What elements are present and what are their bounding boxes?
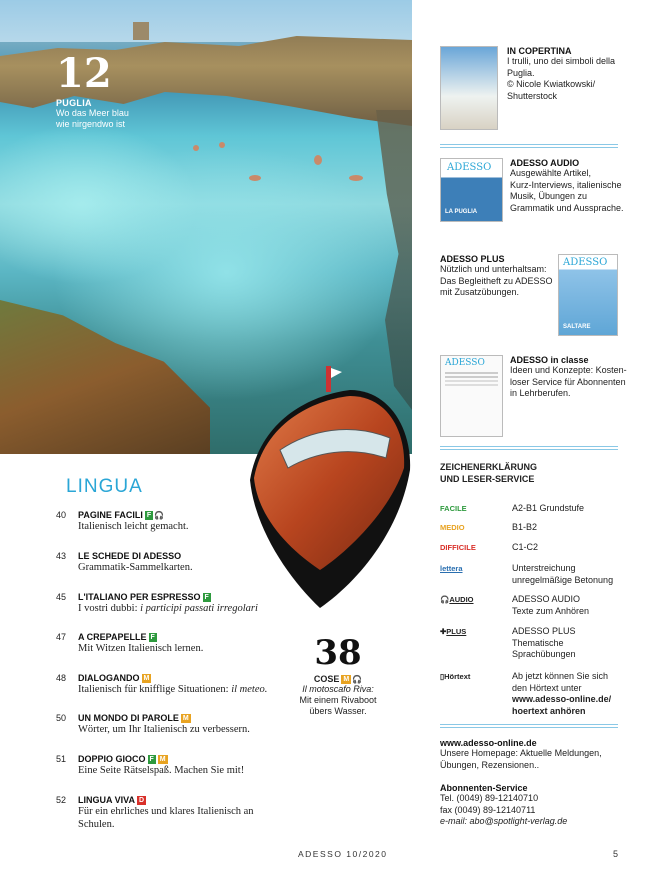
toc-title: LINGUA VIVA [78, 795, 136, 805]
toc-page: 47 [56, 632, 67, 642]
toc-title: LE SCHEDE DI ADESSO [78, 551, 182, 561]
toc-desc: Italienisch leicht gemacht. [78, 521, 189, 532]
level-flag-medio: M [143, 675, 150, 682]
divider [440, 144, 618, 148]
toc-desc: Grammatik-Sammelkarten. [78, 562, 193, 573]
hoertext-key [440, 671, 470, 683]
hoertext-link-end[interactable]: hoertext anhören [512, 705, 586, 716]
homepage-line: Unsere Homepage: Aktuelle Meldungen, [440, 748, 602, 758]
toc-title: UN MONDO DI PAROLE [78, 713, 179, 723]
toc-title: A CREPAPELLE [78, 632, 147, 642]
adesso-classe-line: Ideen und Konzepte: Kosten- [510, 365, 627, 375]
headphones-icon: 🎧 [440, 595, 450, 604]
legend-value: Unterstreichung [512, 563, 576, 573]
level-flag-facile: F [149, 756, 154, 763]
fax-number: fax (0049) 89-12140711 [440, 804, 536, 815]
legend-value: Sprachübungen [512, 649, 576, 659]
headphones-icon: 🎧 [352, 675, 363, 684]
legend-value: C1-C2 [512, 542, 539, 552]
level-flag-facile: F [146, 512, 152, 519]
toc-desc-italic: i participi passati irregolari [140, 603, 258, 614]
adesso-plus-line: Nützlich und unterhaltsam: [440, 264, 547, 274]
toc-title: L'ITALIANO PER ESPRESSO [78, 592, 201, 602]
adesso-classe-line: in Lehrberufen. [510, 388, 571, 398]
toc-desc-text: Italienisch für knifflige Situationen: [78, 684, 232, 695]
homepage-link[interactable]: www.adesso-online.de [440, 738, 537, 748]
legend-title-line-2: UND LESER-SERVICE [440, 473, 535, 484]
level-flag-medio: M [159, 756, 166, 763]
footer-page-number: 5 [613, 849, 619, 859]
legend-value: ADESSO PLUS [512, 626, 576, 636]
audio-key [440, 594, 474, 606]
adesso-classe [510, 355, 630, 400]
cover-story-subtitle-2: wie nirgendwo ist [56, 119, 126, 129]
toc-desc [78, 683, 278, 696]
adesso-classe-title: ADESSO in classe [510, 355, 589, 365]
legend-value: B1-B2 [512, 522, 538, 532]
adesso-plus-thumb-logo: ADESSO [563, 257, 608, 268]
legend-value: unregelmäßige Betonung [512, 574, 614, 585]
cover-thumbnail[interactable] [440, 46, 498, 130]
level-flag-facile: F [150, 634, 155, 641]
toc-page: 43 [56, 551, 67, 561]
toc-page: 52 [56, 795, 67, 805]
legend-value: ADESSO AUDIO [512, 594, 581, 604]
legend-title [440, 462, 537, 485]
in-copertina-line: Puglia. [507, 67, 535, 78]
adesso-plus [440, 254, 555, 299]
hoertext-key-label: Hörtext [444, 672, 471, 681]
homepage-line: Übungen, Rezensionen.. [440, 759, 540, 770]
facile-key: FACILE [440, 504, 467, 513]
legend-title-line-1: ZEICHENERKLÄRUNG [440, 462, 538, 472]
cover-story-page: 12 [56, 50, 112, 97]
adesso-audio-line: Grammatik und Aussprache. [510, 202, 624, 213]
level-flag-medio: M [182, 715, 189, 722]
adesso-plus-thumb-caption: SALTARE [563, 324, 591, 330]
cose-desc: Mit einem Rivaboot [299, 695, 377, 705]
cose-desc: Il motoscafo Riva: [302, 684, 374, 694]
section-heading-lingua: LINGUA [66, 476, 143, 497]
toc-desc-italic: il meteo. [231, 684, 268, 695]
toc-title: DIALOGANDO [78, 673, 140, 683]
email-line [440, 816, 630, 828]
legend-value [512, 706, 620, 718]
plus-key-label: PLUS [446, 627, 467, 636]
adesso-audio-title: ADESSO AUDIO [510, 158, 580, 168]
phone-icon: ▯ [440, 672, 445, 681]
audio-key-label: AUDIO [449, 595, 474, 604]
adesso-audio-thumb-caption: LA PUGLIA [445, 209, 478, 215]
adesso-audio [510, 158, 630, 214]
toc-title: PAGINE FACILI [78, 510, 143, 520]
lettera-key: lettera [440, 564, 463, 573]
adesso-audio-line: Kurz-Interviews, italienische [510, 179, 622, 190]
toc-page: 51 [56, 754, 67, 764]
toc-desc: Wörter, um Ihr Italienisch zu verbessern. [78, 724, 250, 735]
level-flag-difficile: D [139, 797, 145, 804]
toc-desc-text: I vostri dubbi: [78, 603, 141, 614]
adesso-plus-line: mit Zusatzübungen. [440, 287, 520, 297]
adesso-audio-line: Musik, Übungen zu [510, 191, 588, 201]
legend-value: den Hörtext unter [512, 682, 582, 693]
adesso-classe-line: loser Service für Abonnenten [510, 376, 626, 387]
in-copertina-title: IN COPERTINA [507, 46, 572, 56]
adesso-plus-line: Das Begleitheft zu ADESSO [440, 275, 553, 286]
legend-value: Ab jetzt können Sie sich [512, 671, 609, 681]
toc-page: 40 [56, 510, 67, 520]
cover-story-title: PUGLIA [56, 98, 92, 108]
cover-story-badge[interactable] [56, 50, 129, 130]
plus-icon: ✚ [440, 627, 447, 636]
tel-number: Tel. (0049) 89-12140710 [440, 793, 539, 803]
toc-page: 50 [56, 713, 67, 723]
in-copertina [507, 46, 632, 102]
toc-desc: Schulen. [78, 819, 115, 830]
toc-page: 48 [56, 673, 67, 683]
adesso-plus-thumbnail[interactable] [558, 254, 618, 336]
cose-feature[interactable] [288, 633, 388, 717]
cover-story-subtitle-1: Wo das Meer blau [56, 108, 129, 118]
level-flag-medio: M [343, 676, 350, 683]
toc-desc: Eine Seite Rätselspaß. Machen Sie mit! [78, 765, 245, 776]
adesso-audio-thumbnail[interactable] [440, 158, 503, 222]
in-copertina-line: © Nicole Kwiatkowski/ [507, 79, 596, 89]
cose-desc: übers Wasser. [309, 706, 367, 716]
legend-value: A2-B1 Grundstufe [512, 503, 585, 513]
toc-title: DOPPIO GIOCO [78, 754, 146, 764]
in-copertina-line: Shutterstock [507, 90, 558, 101]
adesso-classe-thumbnail[interactable] [440, 355, 503, 437]
hoertext-link[interactable]: www.adesso-online.de/ [512, 694, 612, 704]
subscriber-service-title: Abonnenten-Service [440, 783, 528, 793]
divider [440, 724, 618, 728]
adesso-audio-thumb-logo: ADESSO [447, 162, 492, 173]
email-link[interactable]: abo@spotlight-verlag.de [469, 816, 568, 826]
legend-value: Thematische [512, 637, 564, 648]
toc-desc: Für ein ehrliches und klares Italienisch an [78, 806, 254, 817]
medio-key: MEDIO [440, 523, 465, 532]
in-copertina-line: I trulli, uno dei simboli della [507, 56, 616, 66]
email-label: e-mail: [440, 816, 470, 826]
plus-key [440, 626, 466, 638]
adesso-classe-thumb-logo: ADESSO [445, 358, 485, 368]
divider [440, 446, 618, 450]
adesso-audio-line: Ausgewählte Artikel, [510, 168, 592, 178]
web-service [440, 738, 630, 828]
toc-page: 45 [56, 592, 67, 602]
footer-magazine: ADESSO 10/2020 [298, 849, 388, 859]
difficile-key: DIFFICILE [440, 543, 476, 552]
headphones-icon: 🎧 [154, 511, 165, 520]
toc-desc: Mit Witzen Italienisch lernen. [78, 643, 204, 654]
cose-title: COSE [313, 674, 340, 684]
toc-desc [78, 602, 278, 615]
legend-value: Texte zum Anhören [512, 605, 590, 616]
cose-page: 38 [314, 633, 362, 673]
adesso-plus-title: ADESSO PLUS [440, 254, 505, 264]
level-flag-facile: F [204, 594, 209, 601]
